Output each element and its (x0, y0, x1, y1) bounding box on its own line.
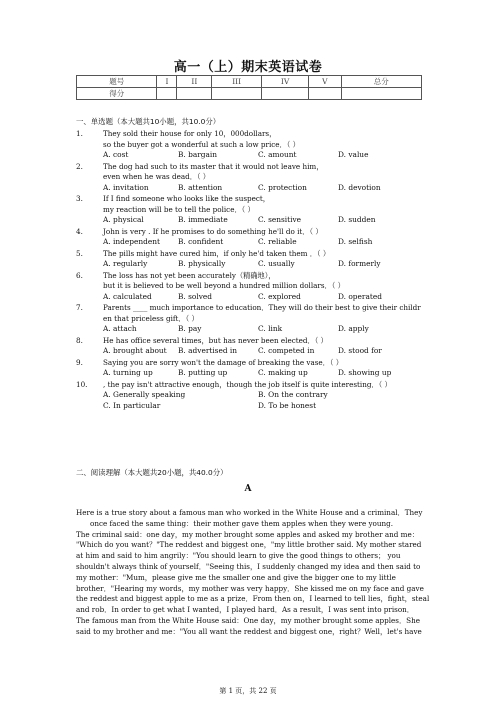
score-cell (262, 88, 309, 100)
option-choice[interactable]: A. attach (103, 324, 137, 333)
passage-line: The criminal said：one day，my mother brought some apples and asked my brother and me： (76, 529, 419, 539)
passage-line: the reddest and biggest apple to me as a prize．From then on，I learned to tell lies，fight，steal (76, 594, 430, 604)
option-choice[interactable]: D. operated (338, 291, 382, 301)
passage-line: "Which do you want？"The reddest and biggest one，"my little brother said. My mother stared (76, 540, 422, 550)
passage-line: said to my brother and me："You all want the reddest and biggest one，right？Well，let's have (76, 626, 422, 636)
option-choice[interactable]: D. stood for (338, 346, 382, 355)
score-header-cell: II (177, 76, 212, 88)
option-choice[interactable]: B. immediate (178, 215, 228, 224)
question-stem-line: The pills might have cured him，if only he'd taken them ．（ ） (103, 248, 331, 258)
score-header-cell: 总分 (341, 76, 421, 88)
option-choice[interactable]: B. physically (178, 259, 226, 268)
question-stem-line: They sold their house for only 10，000dollars， (103, 129, 277, 138)
question-number: 3. (76, 194, 83, 203)
question-stem-line: The dog had such to its master that it would not leave him， (103, 161, 324, 171)
passage-title: A (244, 484, 252, 494)
score-cell (309, 88, 341, 100)
passage-line: at him and said to him angrily："You should learn to give the good things to others； you (76, 551, 401, 561)
score-table-score-row (77, 88, 422, 100)
score-table-header-row (77, 76, 422, 88)
option-choice[interactable]: B. pay (178, 324, 202, 333)
page-footer: 第 1 页，共 22 页 (219, 687, 277, 695)
option-choice[interactable]: C. protection (258, 182, 307, 192)
option-choice[interactable]: D. apply (338, 324, 369, 333)
question-stem-line: my reaction will be to tell the police．（ ） (103, 204, 255, 214)
option-choice[interactable]: D. sudden (338, 215, 376, 224)
question-number: 9. (76, 357, 83, 367)
question-number: 10. (76, 379, 88, 389)
passage-line: Here is a true story about a famous man who worked in the White House and a criminal．They (76, 508, 423, 517)
question-number: 6. (76, 270, 83, 280)
score-header-cell: V (309, 76, 341, 88)
score-header-cell: 题号 (77, 76, 157, 88)
passage-line: shouldn't always think of yourself．"Seeing this，I suddenly changed my idea and then said to (76, 561, 421, 571)
question-number: 5. (76, 248, 83, 258)
score-row-label: 得分 (77, 88, 157, 100)
option-choice[interactable]: B. On the contrary (258, 390, 328, 399)
question-stem-line: en that priceless gift．（ ） (103, 313, 199, 323)
passage-text (76, 508, 430, 638)
option-choice[interactable]: A. physical (103, 215, 144, 224)
passage-line: and rob．In order to get what I wanted，I played hard．As a result，I was sent into prison． (76, 605, 414, 615)
option-choice[interactable]: A. cost (103, 150, 129, 159)
score-header-cell: I (157, 76, 177, 88)
score-cell (157, 88, 177, 100)
question-stem-line: Parents ____ much importance to education．They will do their best to give their childr (103, 303, 421, 312)
score-cell (341, 88, 421, 100)
question-stem-line: Saying you are sorry won't the damage of breaking the vase．（ ） (103, 357, 343, 367)
option-choice[interactable]: C. sensitive (258, 215, 302, 224)
option-choice[interactable]: D. selfish (338, 237, 373, 246)
option-choice[interactable]: B. bargain (178, 150, 218, 159)
question-number: 7. (76, 303, 83, 312)
option-choice[interactable]: D. value (338, 150, 369, 159)
option-choice[interactable]: A. calculated (103, 291, 152, 301)
question-stem-line: If I find someone who looks like the suspect， (103, 194, 270, 203)
option-choice[interactable]: C. reliable (258, 237, 297, 246)
option-choice[interactable]: A. Generally speaking (103, 390, 186, 399)
option-choice[interactable]: A. invitation (103, 182, 149, 192)
question-stem-line: He has office several times，but has never been elected．（ ） (103, 335, 328, 345)
passage-line: once faced the same thing：their mother gave them apples when they were young. (90, 518, 394, 528)
option-choice[interactable]: D. To be honest (258, 400, 317, 410)
page-title: 高一（上）期末英语试卷 (173, 60, 323, 75)
option-choice[interactable]: A. independent (103, 237, 160, 246)
question-number: 1. (76, 129, 83, 138)
option-choice[interactable]: D. showing up (338, 368, 392, 377)
score-table (76, 75, 422, 100)
question-number: 2. (76, 161, 83, 171)
question-stem-line: but it is believed to be well beyond a hundred million dollars．（ ） (103, 281, 345, 290)
score-header-cell: IV (262, 76, 309, 88)
option-choice[interactable]: C. In particular (103, 400, 161, 410)
section-heading-single-choice: 一、单选题（本大题共10小题，共10.0分） (76, 117, 221, 126)
question-number: 8. (76, 335, 83, 345)
passage-line: brother．"Hearing my words，my mother was very happy．She kissed me on my face and gave (76, 583, 424, 593)
option-choice[interactable]: B. attention (178, 182, 223, 192)
score-cell (212, 88, 262, 100)
option-choice[interactable]: B. advertised in (178, 346, 238, 355)
option-choice[interactable]: A. brought about (103, 346, 167, 355)
option-choice[interactable]: C. link (258, 324, 283, 333)
option-choice[interactable]: B. putting up (178, 368, 228, 377)
question-number: 4. (76, 226, 83, 236)
passage-line: The famous man from the White House said：One day，my mother brought some apples．She (76, 615, 420, 625)
option-choice[interactable]: D. devotion (338, 182, 381, 192)
passage-line: my mother："Mum，please give me the smaller one and give the bigger one to my little (76, 572, 396, 582)
option-choice[interactable]: B. solved (178, 291, 213, 301)
option-choice[interactable]: D. formerly (338, 259, 381, 268)
option-choice[interactable]: C. competed in (258, 346, 315, 355)
option-choice[interactable]: B. confident (178, 237, 224, 246)
option-choice[interactable]: C. usually (258, 259, 295, 268)
score-cell (177, 88, 212, 100)
option-choice[interactable]: C. explored (258, 291, 301, 301)
option-choice[interactable]: C. making up (258, 368, 308, 377)
section-heading-reading: 二、阅读理解（本大题共20小题，共40.0分） (76, 468, 228, 477)
question-stem-line: John is very . If he promises to do something he'll do it．（ ） (103, 226, 323, 236)
option-choice[interactable]: C. amount (258, 150, 297, 159)
option-choice[interactable]: A. regularly (103, 259, 148, 268)
option-choice[interactable]: A. turning up (103, 368, 153, 377)
question-stem-line: , the pay isn't attractive enough，though the job itself is quite interesting．（ ） (103, 379, 392, 389)
question-stem-line: so the buyer got a wonderful at such a low price．（ ） (103, 139, 300, 149)
question-stem-line: even when he was dead．（ ） (103, 172, 210, 181)
question-stem-line: The loss has not yet been accurately（精确地）， (103, 270, 276, 280)
score-header-cell: III (212, 76, 262, 88)
